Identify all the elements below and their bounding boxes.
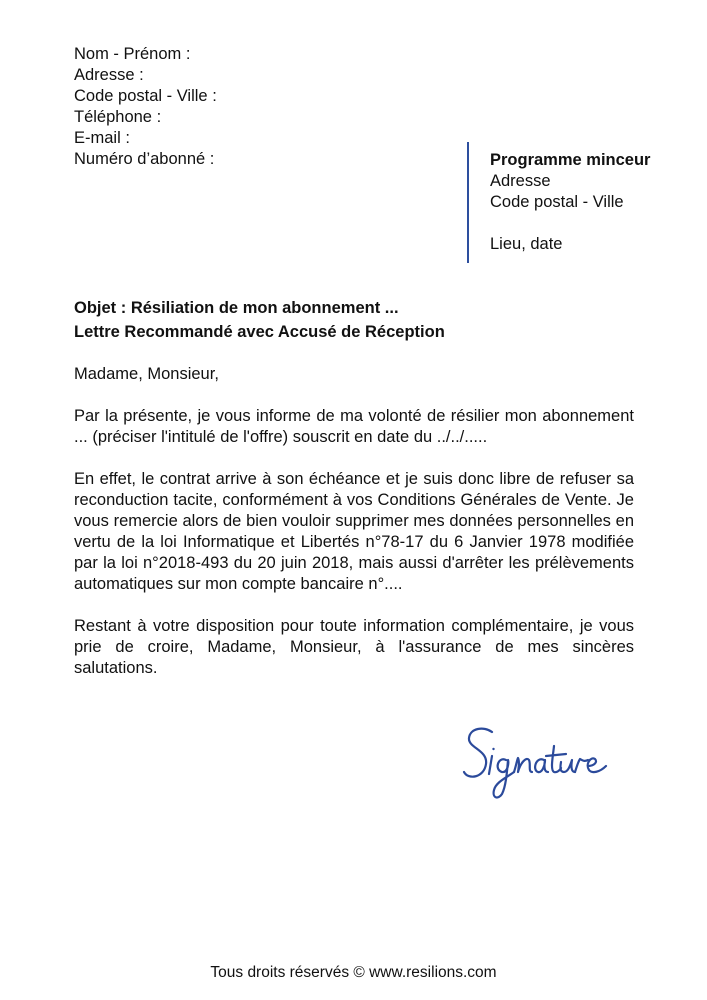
sender-block xyxy=(74,44,217,170)
recipient-divider xyxy=(467,142,469,263)
handwritten-signature xyxy=(462,722,632,800)
sender-phone-line: Téléphone : xyxy=(74,108,162,126)
recipient-block xyxy=(490,150,650,255)
sender-postal-city-line: Code postal - Ville : xyxy=(74,87,217,105)
recipient-address: Adresse xyxy=(490,172,551,190)
sender-email-line: E-mail : xyxy=(74,129,130,147)
sender-name-line: Nom - Prénom : xyxy=(74,45,191,63)
greeting: Madame, Monsieur, xyxy=(74,365,219,383)
place-date: Lieu, date xyxy=(490,235,563,253)
recipient-name: Programme minceur xyxy=(490,151,651,169)
subject-block xyxy=(74,296,445,344)
sender-subscriber-number-line: Numéro d’abonné : xyxy=(74,150,215,168)
copyright-footer: Tous droits réservés © www.resilions.com xyxy=(210,964,497,981)
body-paragraph-details: En effet, le contrat arrive à son échéance et je suis donc libre de refuser sa reconduction tacite, conformément à vos Conditions Générales de Vente. Je vous remercie alors de bien vouloir supprimer mes données personnelles en vertu de la loi Informatique et Libertés n°78-17 du 6 Janvier 1978 modifiée par la loi n°2018-493 du 20 juin 2018, mais aussi d'arrêter les prélèvements automatiques sur mon compte bancaire n°.... xyxy=(74,470,634,593)
recipient-postal-city: Code postal - Ville xyxy=(490,193,624,211)
sender-address-line: Adresse : xyxy=(74,66,144,84)
body-paragraph-intent: Par la présente, je vous informe de ma volonté de résilier mon abonnement ... (préciser l'intitulé de l'offre) souscrit en date du ../../..... xyxy=(74,407,634,446)
subject-line: Objet : Résiliation de mon abonnement ... xyxy=(74,299,399,317)
letter-body xyxy=(74,364,634,679)
body-paragraph-closing: Restant à votre disposition pour toute information complémentaire, je vous prie de croire, Madame, Monsieur, à l'assurance de mes sincères salutations. xyxy=(74,617,634,677)
registered-mail-line: Lettre Recommandé avec Accusé de Réception xyxy=(74,323,445,341)
